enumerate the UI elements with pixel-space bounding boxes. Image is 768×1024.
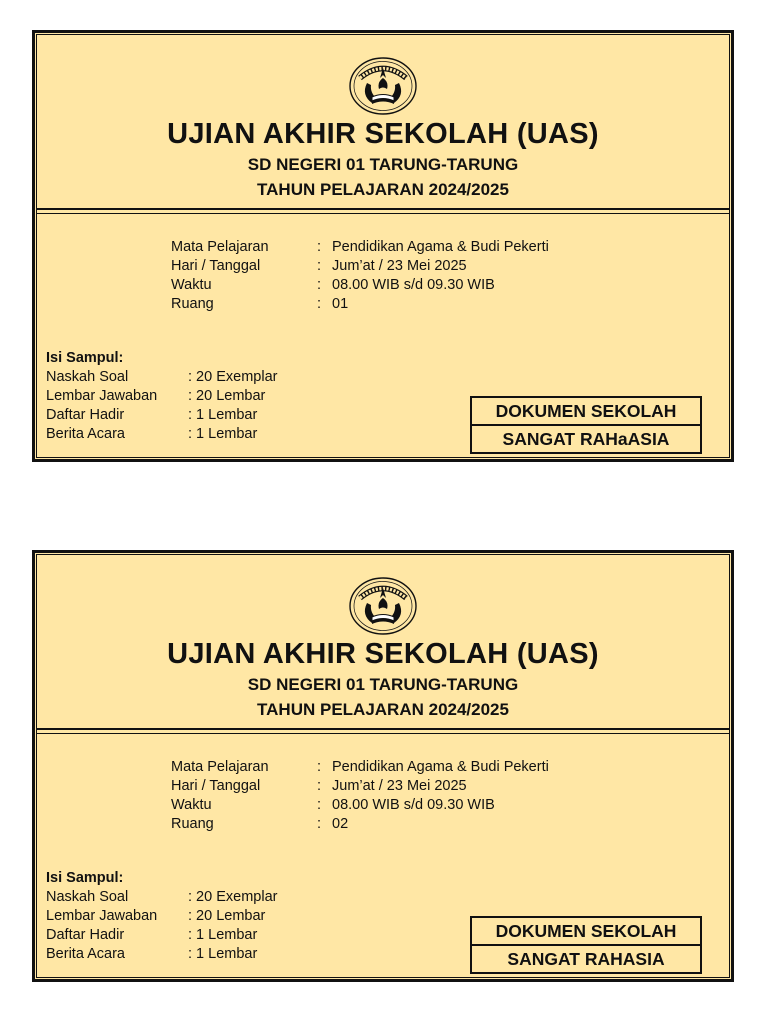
- info-value: 08.00 WIB s/d 09.30 WIB: [332, 277, 495, 293]
- contents-row: [46, 406, 258, 425]
- label-header: [35, 553, 731, 731]
- info-label: Waktu: [171, 277, 212, 293]
- school-name: SD NEGERI 01 TARUNG-TARUNG: [247, 155, 519, 174]
- stamp-line-document: DOKUMEN SEKOLAH: [495, 921, 677, 941]
- info-label: Hari / Tanggal: [171, 778, 261, 794]
- contents-value: : 20 Lembar: [188, 388, 266, 404]
- contents-value: : 20 Exemplar: [188, 369, 278, 385]
- info-value: Pendidikan Agama & Budi Pekerti: [332, 239, 549, 255]
- tut-wuri-handayani-emblem-icon: [348, 576, 418, 636]
- contents-heading: Isi Sampul:: [46, 870, 124, 886]
- info-label: Mata Pelajaran: [171, 759, 269, 775]
- info-colon: :: [317, 258, 322, 274]
- contents-row: [46, 945, 258, 964]
- header-divider: [37, 728, 729, 734]
- info-value: 02: [332, 816, 349, 832]
- contents-row: [46, 907, 266, 926]
- info-colon: :: [317, 797, 322, 813]
- info-colon: :: [317, 277, 322, 293]
- contents-label: Berita Acara: [46, 946, 125, 962]
- info-value: Jum’at / 23 Mei 2025: [332, 778, 467, 794]
- info-label: Waktu: [171, 797, 212, 813]
- confidential-stamp: [470, 916, 702, 974]
- confidential-stamp: [470, 396, 702, 454]
- academic-year: TAHUN PELAJARAN 2024/2025: [257, 700, 509, 719]
- envelope-contents: [46, 348, 278, 444]
- info-value: Pendidikan Agama & Budi Pekerti: [332, 759, 549, 775]
- contents-value: : 20 Exemplar: [188, 889, 278, 905]
- contents-label: Berita Acara: [46, 426, 125, 442]
- tut-wuri-handayani-emblem-icon: [348, 56, 418, 116]
- contents-value: : 1 Lembar: [188, 946, 258, 962]
- stamp-line-document: DOKUMEN SEKOLAH: [495, 401, 677, 421]
- contents-row: [46, 387, 266, 406]
- exam-envelope-label: [32, 550, 734, 982]
- info-colon: :: [317, 296, 322, 312]
- info-value: 08.00 WIB s/d 09.30 WIB: [332, 797, 495, 813]
- info-colon: :: [317, 816, 322, 832]
- contents-value: : 1 Lembar: [188, 927, 258, 943]
- contents-label: Naskah Soal: [46, 369, 129, 385]
- contents-label: Lembar Jawaban: [46, 908, 158, 924]
- info-colon: :: [317, 759, 322, 775]
- info-label: Hari / Tanggal: [171, 258, 261, 274]
- contents-value: : 20 Lembar: [188, 908, 266, 924]
- contents-row: [46, 425, 258, 444]
- contents-row: [46, 368, 278, 387]
- envelope-contents: [46, 868, 278, 964]
- contents-label: Lembar Jawaban: [46, 388, 158, 404]
- label-header: [35, 33, 731, 211]
- contents-label: Daftar Hadir: [46, 407, 125, 423]
- contents-label: Daftar Hadir: [46, 927, 125, 943]
- contents-heading: Isi Sampul:: [46, 350, 124, 366]
- exam-title: UJIAN AKHIR SEKOLAH (UAS): [167, 638, 599, 670]
- contents-row: [46, 888, 278, 907]
- school-name: SD NEGERI 01 TARUNG-TARUNG: [247, 675, 519, 694]
- header-divider: [37, 208, 729, 214]
- info-label: Mata Pelajaran: [171, 239, 269, 255]
- info-value: 01: [332, 296, 349, 312]
- academic-year: TAHUN PELAJARAN 2024/2025: [257, 180, 509, 199]
- stamp-line-secret: SANGAT RAHaASIA: [472, 424, 700, 452]
- info-label: Ruang: [171, 296, 214, 312]
- exam-envelope-label: [32, 30, 734, 462]
- info-colon: :: [317, 778, 322, 794]
- info-label: Ruang: [171, 816, 214, 832]
- info-value: Jum’at / 23 Mei 2025: [332, 258, 467, 274]
- contents-value: : 1 Lembar: [188, 407, 258, 423]
- exam-title: UJIAN AKHIR SEKOLAH (UAS): [167, 118, 599, 150]
- stamp-line-secret: SANGAT RAHASIA: [472, 944, 700, 972]
- contents-label: Naskah Soal: [46, 889, 129, 905]
- contents-value: : 1 Lembar: [188, 426, 258, 442]
- contents-row: [46, 926, 258, 945]
- info-colon: :: [317, 239, 322, 255]
